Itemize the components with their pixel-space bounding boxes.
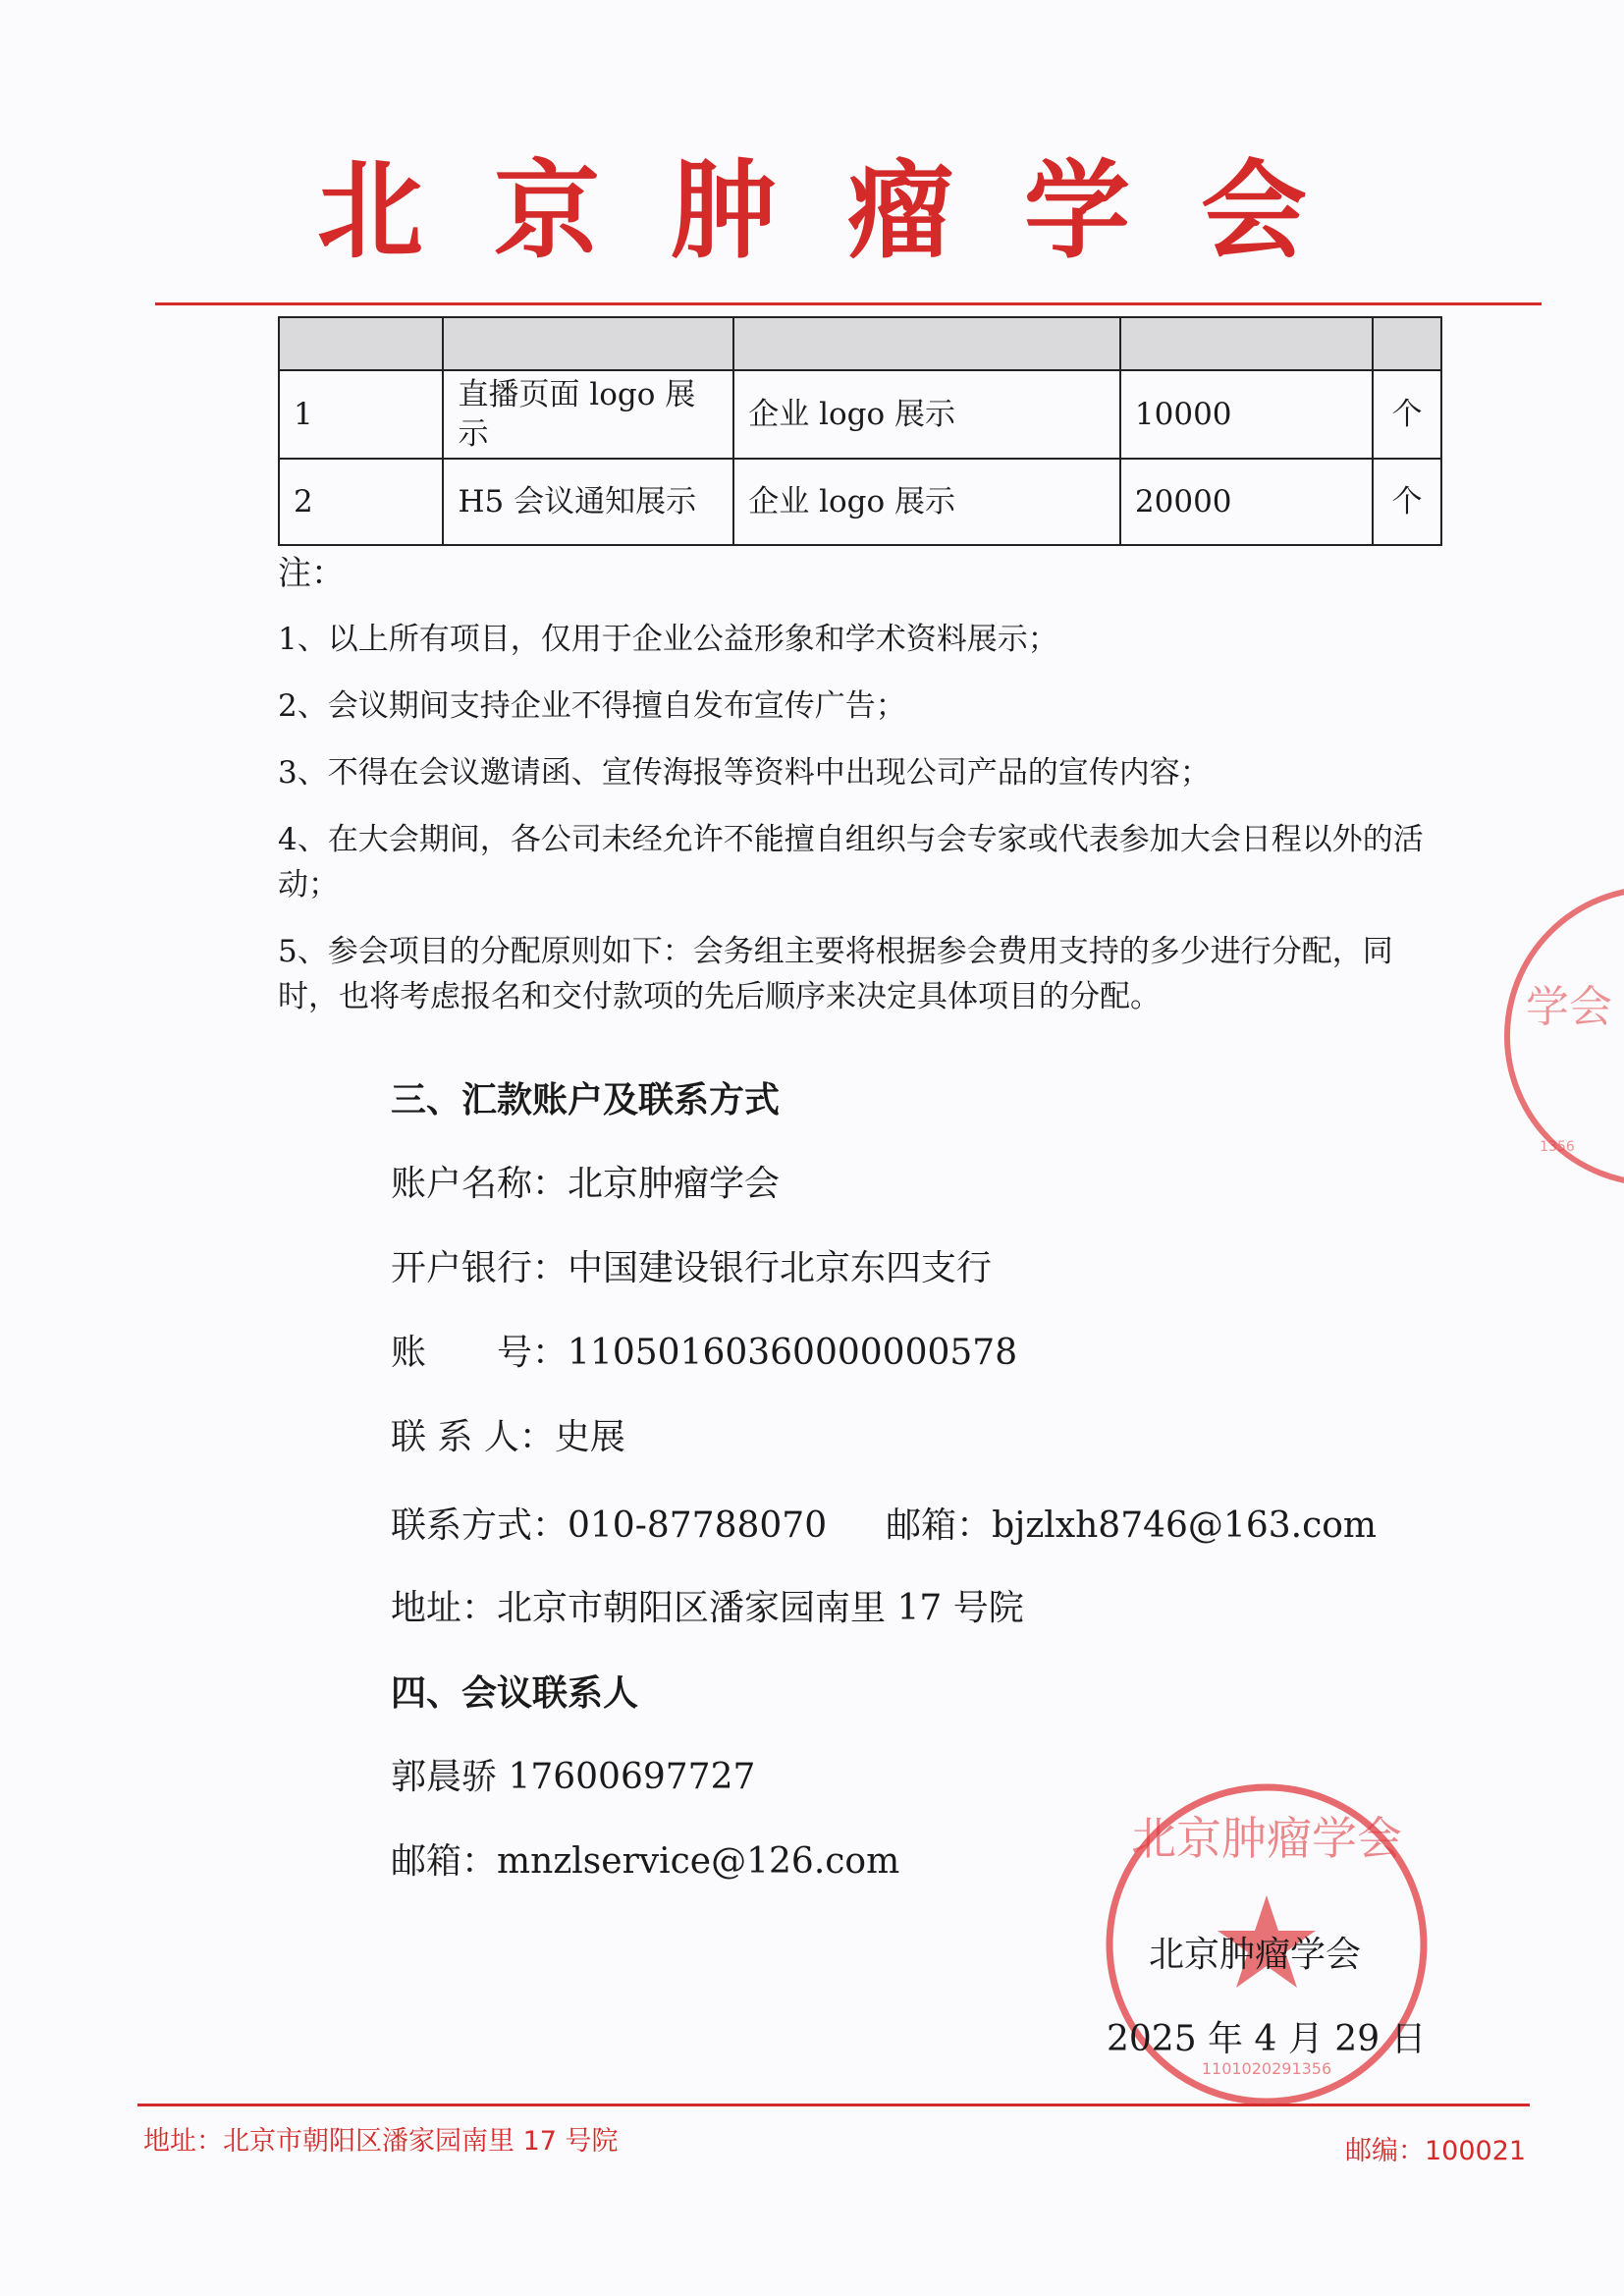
notes-title: 注： — [278, 554, 345, 593]
footer-postcode: 邮编：100021 — [1345, 2136, 1527, 2166]
note-item: 3、不得在会议邀请函、宣传海报等资料中出现公司产品的宣传内容； — [278, 755, 1211, 791]
side-seal — [1502, 884, 1624, 1188]
account-heading: 三、汇款账户及联系方式 — [391, 1079, 781, 1121]
notes-list — [278, 617, 1446, 1041]
footer-address: 地址：北京市朝阳区潘家园南里 17 号院 — [143, 2126, 619, 2157]
note-item: 2、会议期间支持企业不得擅自发布宣传广告； — [278, 688, 906, 724]
footer-rule — [137, 2104, 1530, 2106]
row-amount: 10000 — [1120, 370, 1373, 459]
letterhead-title: 北京肿瘤学会 — [316, 149, 1378, 273]
account-phone-email — [391, 1503, 1377, 1550]
account-number: 11050160360000000578 — [568, 1333, 1018, 1373]
row-unit: 个 — [1373, 459, 1441, 545]
account-bank: 开户银行：中国建设银行北京东四支行 — [391, 1248, 993, 1288]
row-item: 直播页面 logo 展示 — [443, 370, 733, 459]
row-content: 企业 logo 展示 — [733, 370, 1120, 459]
note-item: 4、在大会期间，各公司未经允许不能擅自组织与会专家或代表参加大会日程以外的活动； — [278, 822, 1424, 902]
row-number: 2 — [279, 459, 443, 545]
table-row — [279, 370, 1441, 459]
signature-org: 北京肿瘤学会 — [1149, 1935, 1362, 1975]
account-phone: 联系方式：010-87788070 — [391, 1505, 828, 1546]
account-contact: 联 系 人：史展 — [391, 1417, 625, 1457]
account-address: 地址：北京市朝阳区潘家园南里 17 号院 — [391, 1588, 1024, 1628]
account-number-line — [391, 1330, 1017, 1377]
side-seal-text: 学会 — [1526, 982, 1612, 1032]
row-unit: 个 — [1373, 370, 1441, 459]
account-number-label: 账 号： — [391, 1333, 568, 1373]
meeting-contact-person: 郭晨骄 17600697727 — [391, 1757, 756, 1797]
row-content: 企业 logo 展示 — [733, 459, 1120, 545]
row-item: H5 会议通知展示 — [443, 459, 733, 545]
note-item: 1、以上所有项目，仅用于企业公益形象和学术资料展示； — [278, 622, 1058, 657]
table-header-row — [279, 317, 1441, 370]
meeting-contact-heading: 四、会议联系人 — [391, 1672, 639, 1714]
account-name: 账户名称：北京肿瘤学会 — [391, 1164, 781, 1204]
seal-code: 1101020291356 — [1201, 2059, 1332, 2078]
signature-date: 2025 年 4 月 29 日 — [1107, 2019, 1427, 2059]
row-number: 1 — [279, 370, 443, 459]
note-item: 5、参会项目的分配原则如下：会务组主要将根据参会费用支持的多少进行分配，同时，也将考虑报名和交付款项的先后顺序来决定具体项目的分配。 — [278, 934, 1393, 1014]
seal-text: 北京肿瘤学会 — [1131, 1812, 1402, 1865]
meeting-contact-email: 邮箱：mnzlservice@126.com — [391, 1841, 900, 1882]
row-amount: 20000 — [1120, 459, 1373, 545]
side-seal-code: 1356 — [1540, 1139, 1575, 1155]
table-row — [279, 459, 1441, 545]
letterhead-rule — [155, 302, 1542, 305]
account-email: 邮箱：bjzlxh8746@163.com — [886, 1505, 1378, 1546]
items-table — [278, 316, 1442, 546]
